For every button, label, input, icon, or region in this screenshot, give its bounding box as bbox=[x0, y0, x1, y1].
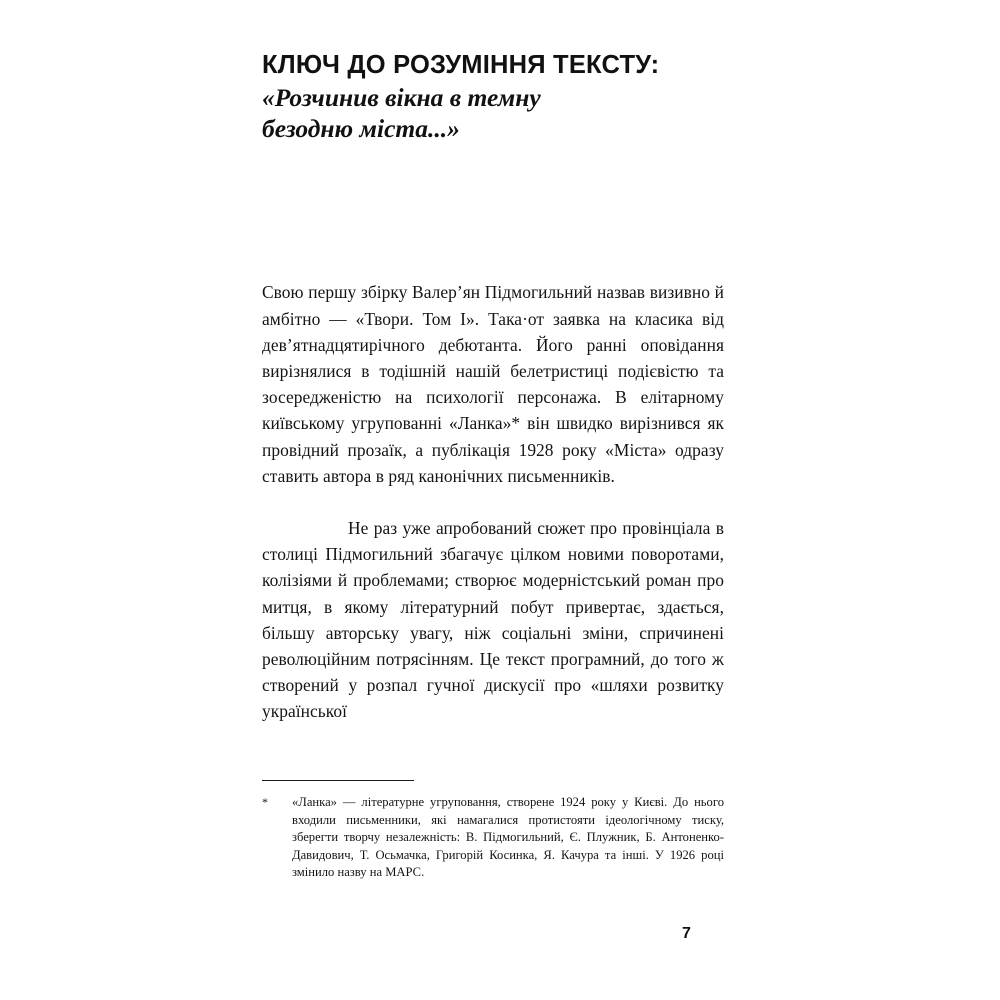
heading-subtitle bbox=[262, 82, 724, 144]
paragraph-1: Свою першу збірку Валер’ян Підмогильний назвав визивно й амбітно — «Твори. Том I». Така·от заявка на класика від дев’ятнадцятирічного дебютанта. Його ранні оповідання вирізнялися в тодішній нашій белетристиці подієвістю та зосередженістю на психології персонажа. В елітарному київському угрупованні «Ланка»* він швидко вирізнився як провідний прозаїк, а публікація 1928 року «Міста» одразу ставить автора в ряд канонічних письменників. bbox=[262, 282, 724, 486]
heading-subtitle-line-1: «Розчинив вікна в темну bbox=[262, 83, 541, 113]
footnote-separator-rule bbox=[262, 780, 414, 781]
heading-subtitle-line-2: безодню міста...» bbox=[262, 114, 460, 144]
footnote-body bbox=[262, 794, 724, 882]
page-number: 7 bbox=[682, 925, 691, 942]
footnote-marker: * bbox=[262, 795, 268, 809]
paragraph-2: Не раз уже апробований сюжет про провінціала в столиці Підмогильний збагачує цілком новими поворотами, колізіями й проблемами; створює модерністський роман про митця, в якому літературний побут привертає, здається, більшу авторську увагу, ніж соціальні зміни, спричинені революційним потрясінням. Це текст програмний, до того ж створений у розпал гучної дискусії про «шляхи розвитку української bbox=[262, 517, 724, 722]
footnote-text: «Ланка» — літературне угруповання, створене 1924 року у Києві. До нього входили письменники, які намагалися протистояти ідеологічному тиску, зберегти творчу незалежність: В. Підмогильний, Є. Плужник, Б. Антоненко-Давидович, Т. Осьмачка, Григорій Косинка, Я. Качура та інші. У 1926 році змінило назву на МАРС. bbox=[292, 795, 724, 880]
body-text bbox=[262, 279, 724, 724]
chapter-heading bbox=[262, 50, 724, 144]
page-content bbox=[262, 0, 724, 725]
footnote-block bbox=[262, 780, 724, 882]
heading-main-title: КЛЮЧ ДО РОЗУМІННЯ ТЕКСТУ: bbox=[262, 51, 660, 79]
